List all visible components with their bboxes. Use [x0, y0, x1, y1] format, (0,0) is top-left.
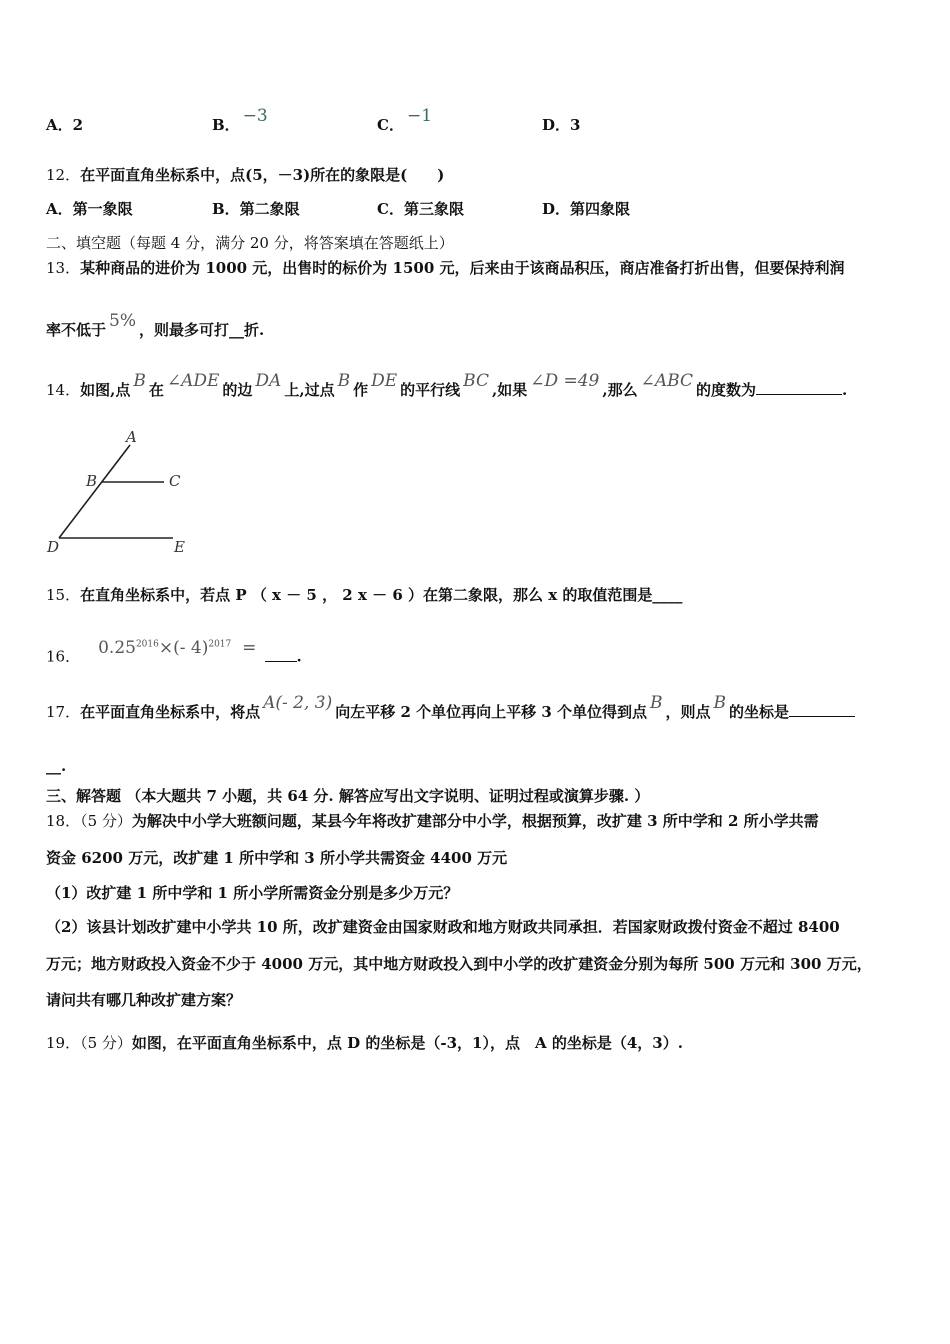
q12-number: 12．: [46, 166, 81, 184]
q18-part2-line1: （2）该县计划改扩建中小学共 10 所，改扩建资金由国家财政和地方财政共同承担．若国家财政拨付资金不超过 8400: [46, 918, 840, 936]
q17-t1: 在平面直角坐标系中，将点: [80, 703, 261, 721]
q11-option-c: [377, 106, 435, 135]
q14-t7: ,如果: [491, 381, 528, 399]
q19-number: 19．: [46, 1034, 81, 1052]
q12-option-b: B．第二象限: [212, 200, 300, 218]
q14-m1: B: [133, 371, 146, 391]
q12-option-c: C．第三象限: [377, 200, 464, 218]
q14-m5: DE: [371, 371, 398, 391]
q18-line2: 资金 6200 万元，改扩建 1 所中学和 3 所小学共需资金 4400 万元: [46, 849, 508, 867]
q17-m3: B: [713, 693, 727, 713]
q13-line2-a: 率不低于: [46, 321, 107, 339]
q14-stem: [46, 371, 848, 400]
line-DA: [59, 445, 130, 538]
q16-base: 0.25: [98, 637, 136, 658]
q14-t6: 的平行线: [400, 381, 461, 399]
q17-answer-blank: [789, 702, 855, 717]
q16-number: 16．: [46, 647, 81, 666]
q18-line1: [46, 811, 819, 831]
q11-option-b-math: −3: [242, 106, 268, 126]
q11-option-c-math: −1: [406, 106, 433, 126]
q16-exp1: 2016: [135, 639, 159, 649]
q16-times: ×(- 4): [158, 637, 209, 658]
q13-number: 13．: [46, 259, 81, 277]
q11-option-d: D．3: [542, 116, 581, 134]
q16-expression: [98, 638, 256, 658]
q14-figure: [40, 425, 200, 560]
q16-answer-blank: [265, 647, 297, 662]
q12-stem: [46, 165, 444, 185]
q16-eq: =: [242, 637, 257, 658]
q17-number: 17．: [46, 703, 81, 721]
q17-stem: [46, 693, 855, 722]
q17-t2: 向左平移 2 个单位再向上平移 3 个单位得到点: [335, 703, 648, 721]
q14-m6: BC: [463, 371, 489, 391]
q17-m1: A(- 2, 3): [263, 693, 333, 713]
q14-t1: 如图,点: [80, 381, 131, 399]
q18-part2-line2: 万元；地方财政投入资金不少于 4000 万元，其中地方财政投入到中小学的改扩建资金分别为每所 500 万元和 300 万元，: [46, 955, 872, 973]
q17-m2: B: [650, 693, 663, 713]
q16-exp2: 2017: [208, 639, 232, 649]
q11-option-c-label: C．: [377, 116, 404, 134]
section3-title: 三、解答题 （本大题共 7 小题，共 64 分. 解答应写出文字说明、证明过程或演算步骤. ）: [46, 787, 650, 805]
q11-option-a: A．2: [46, 116, 84, 134]
q12-option-a: A．第一象限: [46, 200, 133, 218]
q17-cont: __.: [46, 757, 67, 775]
q18-text: 为解决中小学大班额问题，某县今年将改扩建部分中小学，根据预算，改扩建 3 所中学和 2 所小学共需: [131, 812, 819, 830]
label-E: E: [174, 538, 185, 556]
q18-number: 18．: [46, 812, 81, 830]
q11-option-b-label: B．: [212, 116, 240, 134]
q14-m2: ∠ADE: [166, 371, 220, 391]
q12-text: 在平面直角坐标系中，点(5，－3)所在的象限是( ): [80, 166, 445, 184]
q18-score: （5 分）: [80, 812, 132, 830]
q19-score: （5 分）: [80, 1034, 132, 1052]
q13-line1: [46, 258, 844, 278]
q14-answer-blank: [756, 380, 842, 395]
q14-m8: ∠ABC: [640, 371, 693, 391]
q13-line2-b: ，则最多可打__折.: [139, 321, 265, 339]
q19-text: 如图，在平面直角坐标系中，点 D 的坐标是（-3，1），点 A 的坐标是（4，3）.: [131, 1034, 683, 1052]
q14-t4: 上,过点: [284, 381, 335, 399]
label-A: A: [126, 428, 137, 446]
q18-part1: （1）改扩建 1 所中学和 1 所小学所需资金分别是多少万元？: [46, 884, 459, 902]
q14-t3: 的边: [222, 381, 253, 399]
q13-math: 5%: [109, 311, 136, 331]
label-D: D: [47, 538, 60, 556]
q13-text: 某种商品的进价为 1000 元，出售时的标价为 1500 元，后来由于该商品积压，商店准备打折出售，但要保持利润: [80, 259, 845, 277]
q14-t5: 作: [353, 381, 369, 399]
q13-line2: [46, 311, 265, 340]
q14-t10: .: [841, 381, 848, 399]
q16-stem: [46, 637, 302, 667]
q14-m4: B: [337, 371, 351, 391]
q14-t9: 的度数为: [695, 381, 756, 399]
q18-part2-line3: 请问共有哪几种改扩建方案？: [46, 991, 242, 1009]
q17-t3: ，则点: [665, 703, 711, 721]
label-C: C: [169, 472, 181, 490]
q14-t2: 在: [148, 381, 164, 399]
q15-stem: [46, 585, 682, 605]
q15-text: 在直角坐标系中，若点 P （ x － 5 ， 2 x － 6 ）在第二象限，那么 x 的取值范围是____: [80, 586, 683, 604]
q12-option-d: D．第四象限: [542, 200, 631, 218]
q14-m7: ∠D =49: [530, 371, 600, 391]
q14-number: 14．: [46, 381, 81, 399]
q17-t4: 的坐标是: [729, 703, 790, 721]
q11-option-b: [212, 106, 271, 135]
q14-t8: ,那么: [602, 381, 638, 399]
section2-title: 二、填空题（每题 4 分，满分 20 分，将答案填在答题纸上）: [46, 234, 454, 252]
q19-stem: [46, 1033, 683, 1053]
q15-number: 15．: [46, 586, 81, 604]
q14-m3: DA: [255, 371, 282, 391]
q16-tail: .: [296, 647, 302, 666]
label-B: B: [86, 472, 98, 490]
